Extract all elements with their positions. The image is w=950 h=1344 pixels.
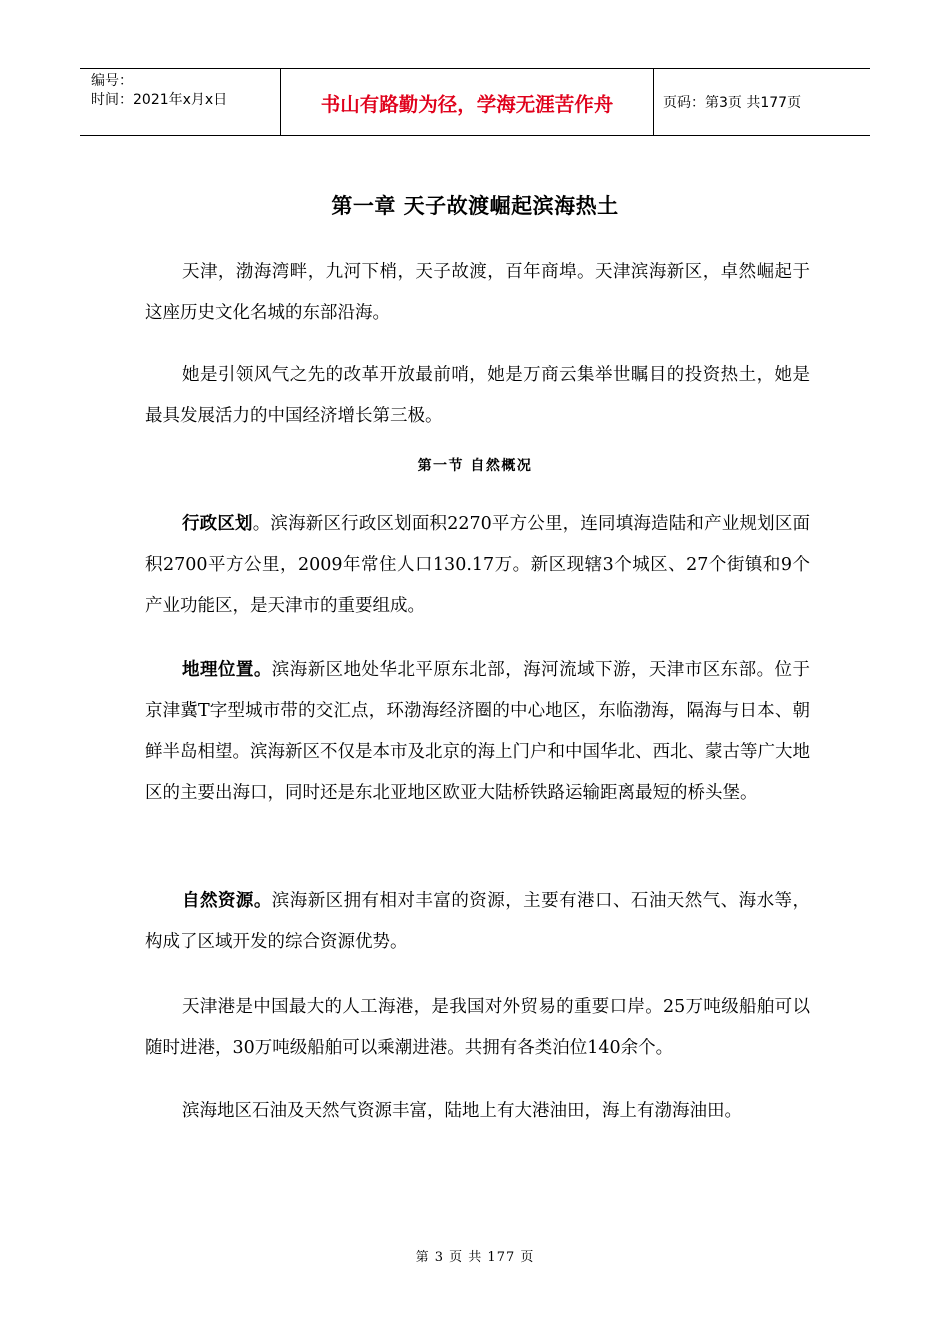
intro-paragraph-1: 天津，渤海湾畔，九河下梢，天子故渡，百年商埠。天津滨海新区，卓然崛起于这座历史文化名城的东部沿海。 [145,262,810,323]
section-lead-resources: 自然资源。 [182,891,272,911]
section-lead-location: 地理位置。 [182,660,272,680]
section-title: 第一节 自然概况 [417,458,533,474]
section-text-admin: 。滨海新区行政区划面积2270平方公里，连同填海造陆和产业规划区面积2700平方公里，2009年常住人口130.17万。新区现辖3个城区、27个街镇和9个产业功能区，是天津市的重要组成。 [145,514,810,616]
section-paragraph-resources [145,881,810,963]
document-date-label: 时间：2021年x月x日 [91,92,228,108]
port-paragraph: 天津港是中国最大的人工海港，是我国对外贸易的重要口岸。25万吨级船舶可以随时进港，30万吨级船舶可以乘潮进港。共拥有各类泊位140余个。 [145,997,810,1058]
header-page-code: 页码：第3页 共177页 [663,95,802,111]
intro-paragraph-2: 她是引领风气之先的改革开放最前哨，她是万商云集举世瞩目的投资热土，她是最具发展活力的中国经济增长第三极。 [145,365,810,426]
page-footer: 第 3 页 共 177 页 [415,1250,535,1265]
header-table [80,68,870,136]
section-text-location: 滨海新区地处华北平原东北部，海河流域下游，天津市区东部。位于京津冀T字型城市带的交汇点，环渤海经济圈的中心地区，东临渤海，隔海与日本、朝鲜半岛相望。滨海新区不仅是本市及北京的海上门户和中国华北、西北、蒙古等广大地区的主要出海口，同时还是东北亚地区欧亚大陆桥铁路运输距离最短的桥头堡。 [145,660,810,803]
header-motto: 书山有路勤为径，学海无涯苦作舟 [281,69,654,135]
header-meta-cell [80,69,281,135]
document-number-label: 编号： [91,73,133,89]
section-lead-admin: 行政区划 [182,514,253,534]
oil-paragraph: 滨海地区石油及天然气资源丰富，陆地上有大港油田，海上有渤海油田。 [182,1101,742,1121]
section-paragraph-location [145,650,810,814]
chapter-title: 第一章 天子故渡崛起滨海热土 [331,193,619,218]
section-text-resources: 滨海新区拥有相对丰富的资源，主要有港口、石油天然气、海水等，构成了区域开发的综合资源优势。 [145,891,810,952]
section-paragraph-admin [145,504,810,627]
